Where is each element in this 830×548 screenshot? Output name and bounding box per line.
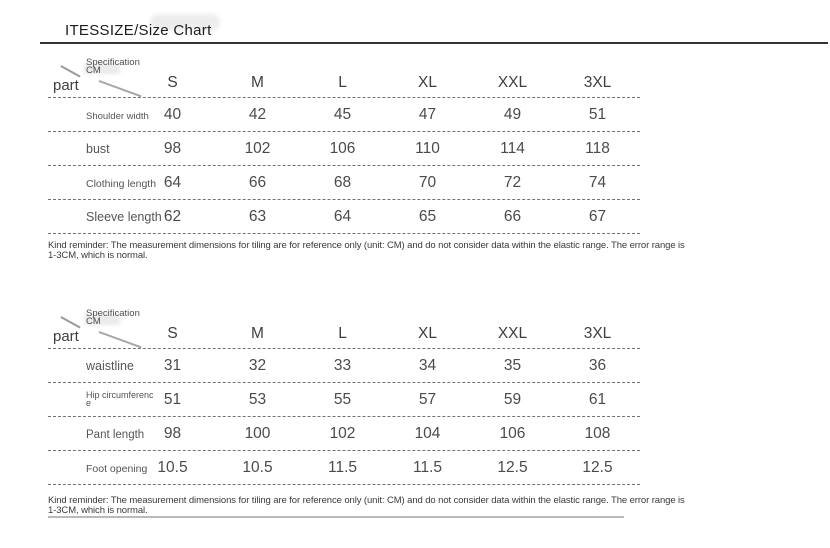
corner-spec-label: Specification (86, 308, 140, 319)
table-row (48, 349, 640, 383)
cell-value: 47 (418, 105, 437, 123)
cell-value: 11.5 (327, 458, 358, 476)
cell-value: 62 (163, 207, 182, 225)
size-header: M (251, 74, 264, 91)
cell-value: 106 (499, 424, 526, 442)
size-table-bottom (48, 306, 640, 485)
corner-cell (48, 55, 140, 97)
cell-value: 34 (418, 356, 437, 374)
cell-value: 31 (163, 356, 182, 374)
corner-cell (48, 306, 140, 348)
table-row (48, 98, 640, 132)
table-row (48, 451, 640, 485)
page-title: ITESSIZE/Size Chart (65, 22, 212, 39)
cell-value: 36 (588, 356, 607, 374)
size-header: L (338, 325, 347, 342)
size-header: 3XL (583, 325, 612, 342)
size-header: XL (418, 74, 437, 91)
cell-value: 49 (503, 105, 522, 123)
cell-value: 51 (163, 390, 182, 408)
cell-value: 53 (248, 390, 267, 408)
cell-value: 59 (503, 390, 522, 408)
cell-value: 108 (584, 424, 611, 442)
note-line: 1-3CM, which is normal. (48, 504, 148, 516)
cell-value: 40 (163, 105, 182, 123)
size-header: XL (418, 325, 437, 342)
kind-reminder-note (48, 496, 830, 515)
cell-value: 98 (163, 139, 182, 157)
table-row (48, 383, 640, 417)
row-label: waistline (86, 358, 134, 373)
cell-value: 65 (418, 207, 437, 225)
size-header: L (338, 74, 347, 91)
cell-value: 118 (585, 139, 610, 157)
cell-value: 64 (163, 173, 182, 191)
cell-value: 70 (418, 173, 437, 191)
cell-value: 12.5 (582, 458, 613, 476)
row-label: Clothing length (86, 177, 157, 190)
corner-part-label: part (53, 328, 79, 345)
cell-value: 32 (248, 356, 267, 374)
table-header-row (48, 306, 640, 349)
corner-unit-label: CM (86, 65, 101, 76)
cell-value: 110 (415, 139, 440, 157)
cell-value: 11.5 (412, 458, 443, 476)
cell-value: 102 (329, 424, 356, 442)
cell-value: 42 (248, 105, 267, 123)
size-header: XXL (497, 325, 528, 342)
cell-value: 102 (244, 139, 271, 157)
corner-spec-label: Specification (86, 57, 140, 68)
cell-value: 66 (503, 207, 522, 225)
table-row (48, 166, 640, 200)
corner-part-label: part (53, 77, 79, 94)
cell-value: 68 (333, 173, 352, 191)
row-label: bust (86, 141, 110, 156)
cell-value: 57 (418, 390, 437, 408)
corner-unit-label: CM (86, 316, 101, 327)
cell-value: 10.5 (242, 458, 273, 476)
size-header: S (167, 74, 178, 91)
top-divider (40, 42, 828, 44)
note-line: 1-3CM, which is normal. (48, 249, 148, 261)
cell-value: 63 (248, 207, 267, 225)
row-label: Pant length (86, 428, 145, 441)
cell-value: 104 (414, 424, 441, 442)
cell-value: 64 (333, 207, 352, 225)
kind-reminder-note (48, 241, 830, 260)
row-label: Hip circumference (86, 389, 154, 409)
row-label: Sleeve length (86, 209, 162, 224)
diagonal-line (61, 65, 81, 77)
cell-value: 55 (333, 390, 352, 408)
note-line: Kind reminder: The measurement dimensions for tiling are for reference only (unit: CM) and do not consider data within the elastic range. The error range is (48, 240, 685, 251)
cell-value: 100 (244, 424, 271, 442)
cell-value: 33 (333, 356, 352, 374)
table-header-row (48, 55, 640, 98)
table-row (48, 417, 640, 451)
cell-value: 45 (333, 105, 352, 123)
cell-value: 72 (503, 173, 522, 191)
cell-value: 12.5 (497, 458, 528, 476)
size-header: XXL (497, 74, 528, 91)
note-line: Kind reminder: The measurement dimensions for tiling are for reference only (unit: CM) and do not consider data within the elastic range. The error range is (48, 495, 685, 506)
cell-value: 66 (248, 173, 267, 191)
diagonal-line (61, 316, 81, 328)
size-header: 3XL (583, 74, 612, 91)
bottom-divider (48, 516, 624, 518)
cell-value: 114 (500, 139, 525, 157)
size-header: M (251, 325, 264, 342)
size-header: S (167, 325, 178, 342)
size-table-top (48, 55, 640, 234)
row-label: Foot opening (86, 462, 148, 475)
cell-value: 74 (588, 173, 607, 191)
table-row (48, 132, 640, 166)
cell-value: 35 (503, 356, 522, 374)
cell-value: 106 (329, 139, 356, 157)
cell-value: 98 (163, 424, 182, 442)
row-label: Shoulder width (86, 110, 149, 122)
table-row (48, 200, 640, 234)
cell-value: 51 (588, 105, 607, 123)
cell-value: 61 (588, 390, 607, 408)
cell-value: 67 (588, 207, 607, 225)
cell-value: 10.5 (157, 458, 188, 476)
